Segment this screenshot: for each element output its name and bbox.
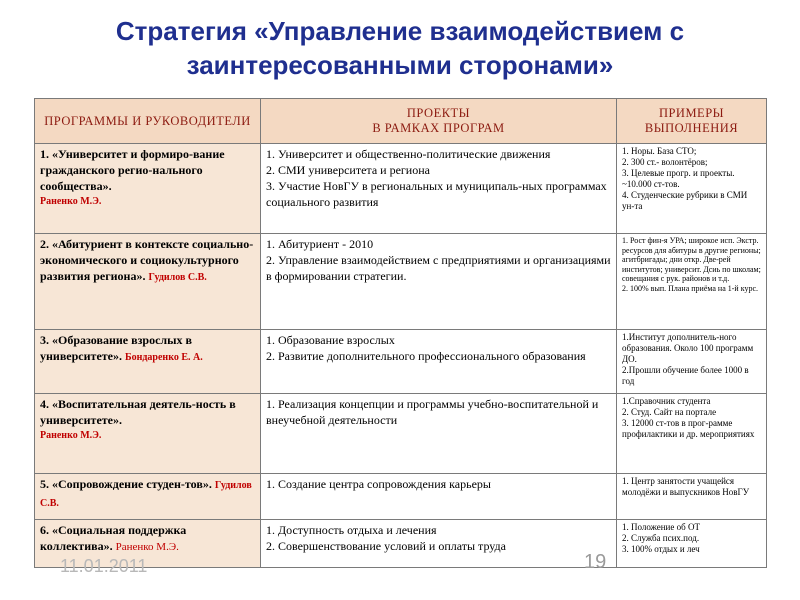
example-item: 2. Студ. Сайт на портале <box>622 407 717 417</box>
example-item: 2. 100% вып. Плана приёма на 1-й курс. <box>622 283 759 293</box>
project-item: 1. Доступность отдыха и лечения <box>266 523 437 537</box>
header-programs: ПРОГРАММЫ И РУКОВОДИТЕЛИ <box>35 99 261 144</box>
project-item: 1. Создание центра сопровождения карьеры <box>266 477 491 491</box>
program-title: 2. «Абитуриент в контексте социально-экономического и социокультурного развития региона». <box>40 237 254 283</box>
program-title: 4. «Воспитательная деятель-ность в университете». <box>40 397 236 427</box>
example-item: 3. 100% отдых и леч <box>622 544 700 554</box>
program-leader: Гудилов С.В. <box>148 272 207 283</box>
program-cell <box>35 474 261 520</box>
projects-cell <box>261 234 617 330</box>
examples-cell <box>617 394 767 474</box>
page-number: 19 <box>584 551 607 573</box>
project-item: 1. Абитуриент - 2010 <box>266 237 374 251</box>
program-leader: Раненко М.Э. <box>115 541 179 553</box>
table-row <box>35 474 767 520</box>
table-row <box>35 330 767 394</box>
example-item: 1. Норы. База СТО; <box>622 146 697 156</box>
strategy-table <box>34 98 767 568</box>
projects-cell <box>261 474 617 520</box>
example-item: 1. Рост фин-я УРА; широкое исп. Экстр. ресурсов для абитуры в другие регионы; агитбригады; дни откр. Две-рей институтов; университ. Дсиь по школам; совещания с рук. районов и т.д. <box>622 236 761 283</box>
table-row <box>35 234 767 330</box>
program-leader: Раненко М.Э. <box>40 196 102 207</box>
footer-date: 11.01.2011 <box>60 556 148 576</box>
examples-cell <box>617 474 767 520</box>
program-title: 3. «Образование взрослых в университете». <box>40 333 192 363</box>
projects-cell <box>261 144 617 234</box>
header-examples: ПРИМЕРЫ ВЫПОЛНЕНИЯ <box>617 99 767 144</box>
program-title: 6. «Социальная поддержка коллектива». <box>40 523 187 553</box>
example-item: 2. Служба псих.под. <box>622 533 700 543</box>
project-item: 2. Развитие дополнительного профессионального образования <box>266 349 586 363</box>
example-item: 2. 300 ст.- волонтёров; <box>622 157 708 167</box>
table-header-row <box>35 99 767 144</box>
table-row <box>35 394 767 474</box>
program-title: 1. «Университет и формиро-вание гражданского регио-нального сообщества». <box>40 147 225 193</box>
examples-cell <box>617 520 767 568</box>
header-projects <box>261 99 617 144</box>
project-item: 2. Управление взаимодействием с предприятиями и организациями в формировании стратегии. <box>266 253 611 283</box>
program-cell <box>35 144 261 234</box>
program-cell <box>35 394 261 474</box>
example-item: 3. 12000 ст-тов в прог-рамме профилактики и др. мероприятиях <box>622 418 755 439</box>
example-item: 1.Институт дополнитель-ного образования. Около 100 программ ДО. <box>622 332 754 364</box>
program-cell <box>35 234 261 330</box>
example-item: 1.Справочник студента <box>622 396 711 406</box>
program-leader: Гудилов С.В. <box>40 480 252 509</box>
project-item: 2. СМИ университета и региона <box>266 163 430 177</box>
example-item: 1. Положение об ОТ <box>622 522 700 532</box>
example-item: 4. Студенческие рубрики в СМИ ун-та <box>622 190 748 211</box>
table-row <box>35 144 767 234</box>
program-leader: Бондаренко Е. А. <box>125 352 203 363</box>
example-item: 3. Целевые прогр. и проекты. ~10.000 ст-тов. <box>622 168 735 189</box>
project-item: 1. Образование взрослых <box>266 333 395 347</box>
examples-cell <box>617 234 767 330</box>
program-cell <box>35 330 261 394</box>
projects-cell <box>261 394 617 474</box>
project-item: 1. Университет и общественно-политические движения <box>266 147 551 161</box>
header-projects-line1: ПРОЕКТЫ <box>406 106 471 120</box>
project-item: 1. Реализация концепции и программы учебно-воспитательной и внеучебной деятельности <box>266 397 599 427</box>
example-item: 1. Центр занятости учащейся молодёжи и выпускников НовГУ <box>622 476 750 497</box>
examples-cell <box>617 144 767 234</box>
projects-cell <box>261 520 617 568</box>
program-leader: Раненко М.Э. <box>40 430 102 441</box>
projects-cell <box>261 330 617 394</box>
page-title: Стратегия «Управление взаимодействием с заинтересованными сторонами» <box>115 16 685 80</box>
program-title: 5. «Сопровождение студен-тов». <box>40 477 212 491</box>
project-item: 3. Участие НовГУ в региональных и муниципаль-ных программах социального развития <box>266 179 607 209</box>
examples-cell <box>617 330 767 394</box>
example-item: 2.Прошли обучение более 1000 в год <box>622 365 749 386</box>
project-item: 2. Совершенствование условий и оплаты труда <box>266 539 506 553</box>
header-projects-line2: В РАМКАХ ПРОГРАМ <box>372 121 505 135</box>
